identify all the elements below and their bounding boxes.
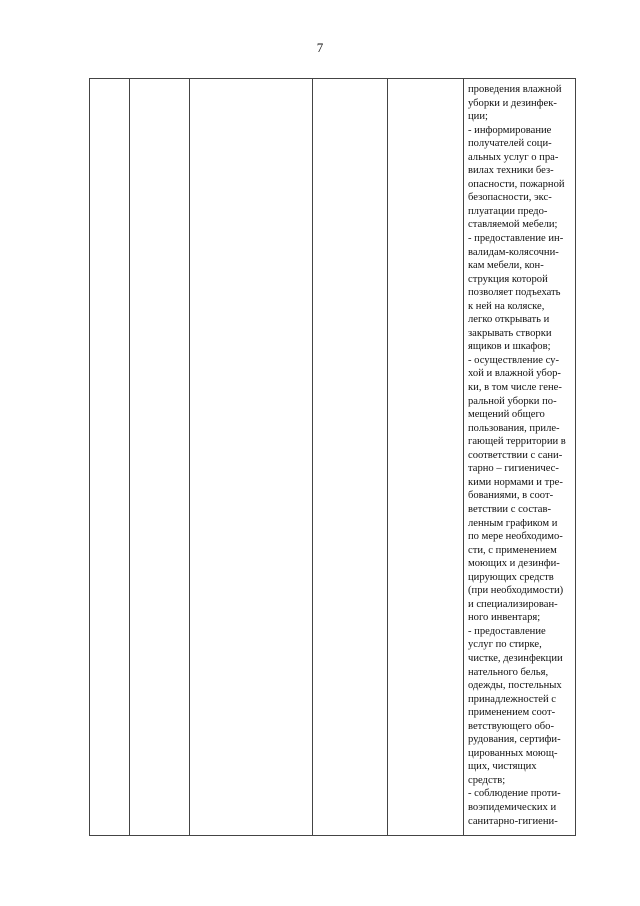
text-line: ветствующего обо- <box>468 720 554 732</box>
text-line: кам мебели, кон- <box>468 260 544 272</box>
text-line: цирующих средств <box>468 571 554 583</box>
text-line: - информирование <box>468 124 552 136</box>
text-line: плуатации предо- <box>468 205 548 217</box>
text-line: к ней на коляске, <box>468 300 545 312</box>
text-line: позволяет подъехать <box>468 287 561 299</box>
text-line: мещений общего <box>468 409 545 421</box>
text-line: безопасности, экс- <box>468 192 552 204</box>
text-line: уборки и дезинфек- <box>468 97 557 109</box>
text-line: проведения влажной <box>468 84 562 95</box>
text-line: ленным графиком и <box>468 517 558 529</box>
service-description-text <box>464 79 575 828</box>
text-line: сти, с применением <box>468 544 557 556</box>
text-line: средств; <box>468 774 506 786</box>
text-line: рудования, сертифи- <box>468 734 561 746</box>
text-line: воэпидемических и <box>468 801 557 813</box>
text-line: получателей соци- <box>468 138 552 150</box>
text-line: по мере необходимо- <box>468 531 563 543</box>
text-line: щих, чистящих <box>468 761 537 773</box>
text-line: валидам-колясочни- <box>468 246 559 258</box>
text-line: - предоставление <box>468 625 546 637</box>
text-line: - предоставление ин- <box>468 233 564 245</box>
table-row <box>90 79 576 836</box>
text-line: закрывать створки <box>468 327 552 339</box>
text-line: применением соот- <box>468 707 556 719</box>
text-line: и специализирован- <box>468 598 558 610</box>
text-line: альных услуг о пра- <box>468 151 559 163</box>
text-line: ящиков и шкафов; <box>468 341 551 353</box>
text-line: гающей территории в <box>468 436 566 448</box>
text-line: санитарно-гигиени- <box>468 815 558 827</box>
text-line: чистке, дезинфекции <box>468 652 563 664</box>
text-line: вилах техники без- <box>468 165 554 177</box>
text-line: услуг по стирке, <box>468 639 542 651</box>
text-line: - осуществление су- <box>468 354 559 366</box>
text-line: хой и влажной убор- <box>468 368 561 380</box>
text-line: соответствии с сани- <box>468 449 563 461</box>
table-cell-service-description <box>464 79 576 836</box>
text-line: - соблюдение проти- <box>468 788 561 800</box>
text-line: моющих и дезинфи- <box>468 558 560 570</box>
text-line: струкция которой <box>468 273 548 285</box>
text-line: (при необходимости) <box>468 585 564 597</box>
table-cell-col-3 <box>190 79 313 836</box>
page-number: 7 <box>316 40 324 55</box>
text-line: ставляемой мебели; <box>468 219 558 231</box>
text-line: нательного белья, <box>468 666 549 678</box>
text-line: принадлежностей с <box>468 693 556 705</box>
text-line: пользования, приле- <box>468 422 560 434</box>
text-line: ции; <box>468 111 488 123</box>
text-line: ного инвентаря; <box>468 612 541 624</box>
text-line: бованиями, в соот- <box>468 490 554 502</box>
table-cell-col-2 <box>130 79 190 836</box>
text-line: цированных моющ- <box>468 747 558 759</box>
table-cell-col-1 <box>90 79 130 836</box>
table-cell-col-5 <box>388 79 464 836</box>
text-line: легко открывать и <box>468 314 550 326</box>
text-line: тарно – гигиеничес- <box>468 463 559 475</box>
table-cell-col-4 <box>313 79 388 836</box>
text-line: кими нормами и тре- <box>468 476 563 488</box>
text-line: опасности, пожарной <box>468 178 565 190</box>
services-table <box>89 78 576 836</box>
text-line: ки, в том числе гене- <box>468 382 562 394</box>
text-line: ветствии с состав- <box>468 503 552 515</box>
text-line: одежды, постельных <box>468 680 562 692</box>
text-line: ральной уборки по- <box>468 395 557 407</box>
